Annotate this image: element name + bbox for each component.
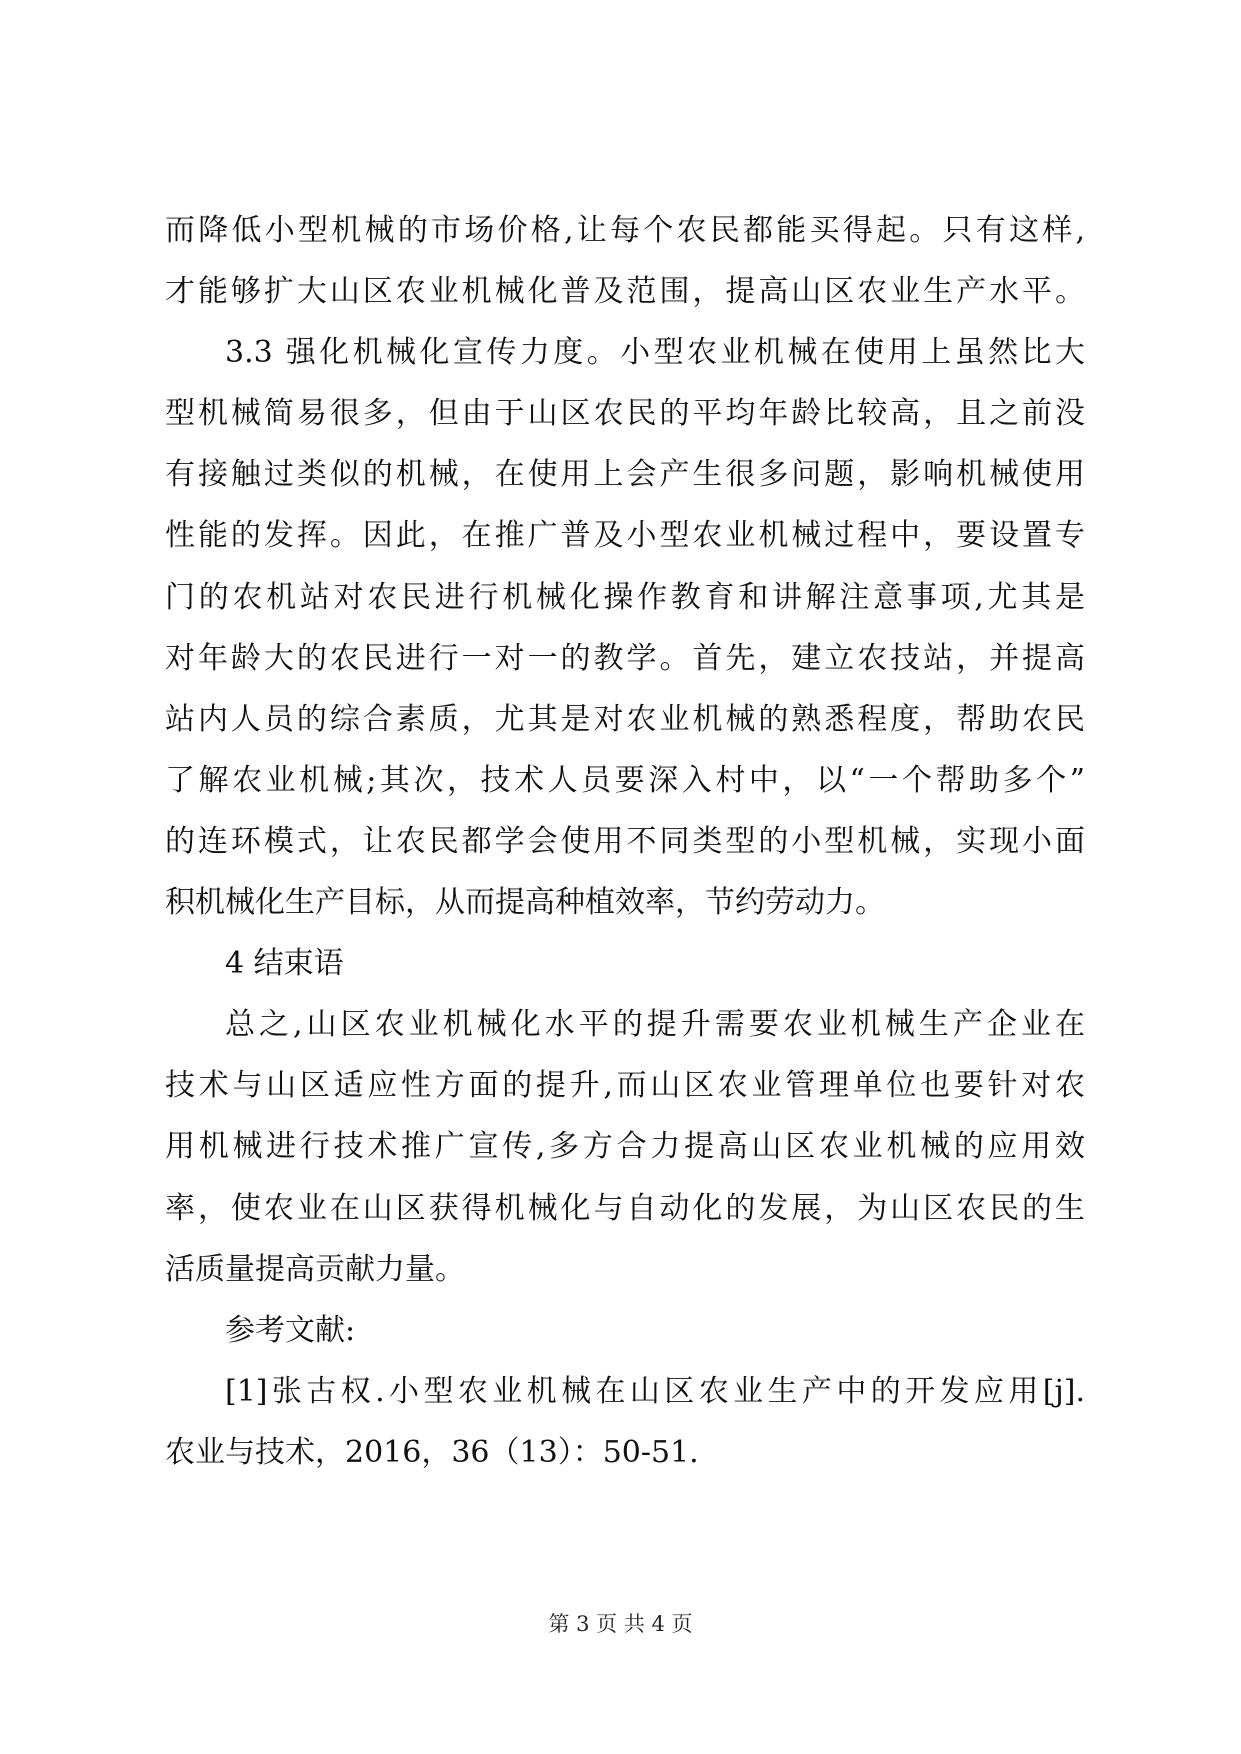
paragraph-line: 用机械进行技术推广宣传,多方合力提高山区农业机械的应用效 xyxy=(165,1129,1085,1165)
paragraph-line: 了解农业机械;其次，技术人员要深入村中，以“一个帮助多个” xyxy=(165,762,1085,798)
paragraph-line: 有接触过类似的机械，在使用上会产生很多问题，影响机械使用 xyxy=(165,457,1085,493)
section-4-heading: 4 结束语 xyxy=(225,946,344,982)
paragraph-line: 而降低小型机械的市场价格,让每个农民都能买得起。只有这样, xyxy=(165,213,1085,248)
conclusion-paragraph-line: 总之,山区农业机械化水平的提升需要农业机械生产企业在 xyxy=(225,1007,1085,1043)
paragraph-line: 对年龄大的农民进行一对一的教学。首先，建立农技站，并提高 xyxy=(165,640,1085,676)
reference-item: [1]张古权.小型农业机械在山区农业生产中的开发应用[j]. xyxy=(225,1373,1085,1409)
paragraph-line: 技术与山区适应性方面的提升,而山区农业管理单位也要针对农 xyxy=(165,1068,1085,1104)
paragraph-line: 门的农机站对农民进行机械化操作教育和讲解注意事项,尤其是 xyxy=(165,579,1085,615)
page-number-footer: 第 3 页 共 4 页 xyxy=(548,1612,693,1636)
paragraph-line: 站内人员的综合素质，尤其是对农业机械的熟悉程度，帮助农民 xyxy=(165,701,1085,737)
reference-item-continuation: 农业与技术，2016，36（13）：50-51. xyxy=(165,1434,699,1470)
paragraph-line: 率，使农业在山区获得机械化与自动化的发展，为山区农民的生 xyxy=(165,1190,1085,1226)
paragraph-line: 的连环模式，让农民都学会使用不同类型的小型机械，实现小面 xyxy=(165,823,1085,859)
document-body xyxy=(165,200,1085,1483)
paragraph-line: 积机械化生产目标，从而提高种植效率，节约劳动力。 xyxy=(165,885,885,921)
paragraph-line: 性能的发挥。因此，在推广普及小型农业机械过程中，要设置专 xyxy=(165,518,1085,554)
section-3-3-heading-line: 3.3 强化机械化宣传力度。小型农业机械在使用上虽然比大 xyxy=(225,335,1085,371)
paragraph-line: 才能够扩大山区农业机械化普及范围，提高山区农业生产水平。 xyxy=(165,274,1085,310)
paragraph-line: 型机械简易很多，但由于山区农民的平均年龄比较高，且之前没 xyxy=(165,396,1085,432)
paragraph-line: 活质量提高贡献力量。 xyxy=(165,1251,465,1287)
references-heading: 参考文献: xyxy=(225,1312,356,1348)
